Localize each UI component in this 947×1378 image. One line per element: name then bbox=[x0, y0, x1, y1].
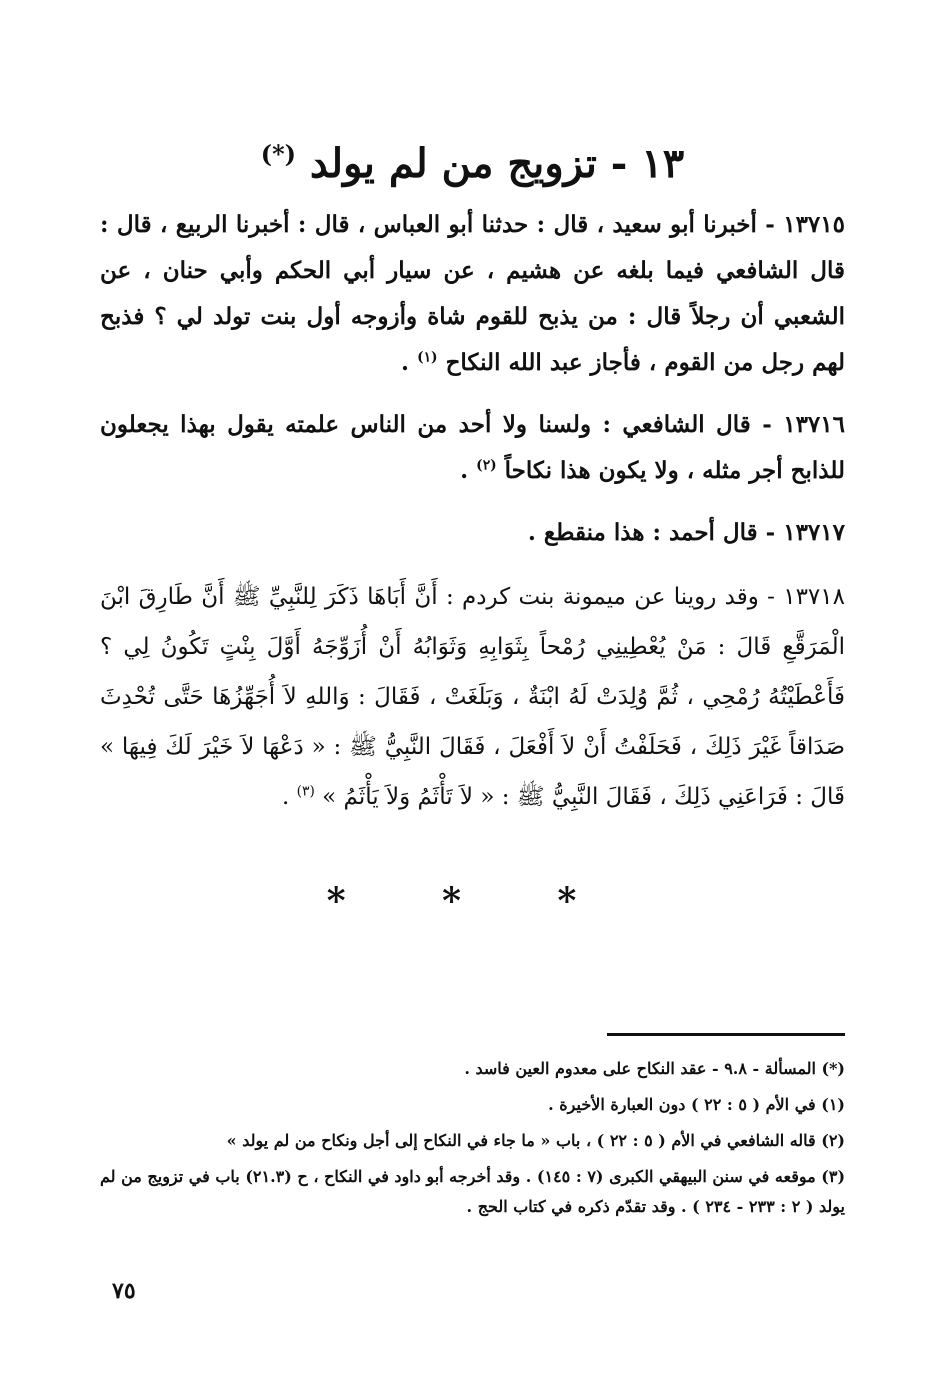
section-separator: * * * bbox=[326, 880, 619, 922]
footnote-ref-1: (١) bbox=[417, 349, 438, 366]
footnote-3: (٣) موقعه في سنن البيهقي الكبرى (٧ : ١٤٥) . وقد أخرجه أبو داود في النكاح ، ح (٢١.٣) باب في تزويج من لم يولد ( ٢ : ٢٣٣ - ٢٣٤ ) . وقد تقدّم ذكره في كتاب الحج . bbox=[100, 1167, 846, 1216]
chapter-title-note-marker: (*) bbox=[260, 139, 296, 169]
footnote-1: (١) في الأم ( ٥ : ٢٢ ) دون العبارة الأخيرة . bbox=[548, 1095, 845, 1114]
paragraph-end: . bbox=[401, 349, 418, 376]
footnote-2: (٢) قاله الشافعي في الأم ( ٥ : ٢٢ ) ، باب « ما جاء في النكاح إلى أجل ونكاح من لم يولد » bbox=[226, 1131, 845, 1150]
footnote-ref-3: (٣) bbox=[296, 783, 315, 800]
paragraph-end: . bbox=[460, 457, 477, 484]
footnote-star: (*) المسألة - ٩.٨ - عقد النكاح على معدوم العين فاسد . bbox=[464, 1059, 845, 1078]
footnote-ref-2: (٢) bbox=[476, 457, 497, 474]
paragraph-13718 bbox=[100, 572, 845, 822]
paragraph-text: ١٣٧١٥ - أخبرنا أبو سعيد ، قال : حدثنا أبو العباس ، قال : أخبرنا الربيع ، قال : قال الشافعي فيما بلغه عن هشيم ، عن سيار أبي الحكم وأبي حنان ، عن الشعبي أن رجلاً قال : من يذبح للقوم شاة وأزوجه أول بنت تولد لي ؟ فذبح لهم رجل من القوم ، فأجاز عبد الله النكاح bbox=[100, 211, 845, 376]
paragraph-13716 bbox=[100, 402, 845, 494]
paragraph-13715 bbox=[100, 202, 845, 386]
paragraph-13717 bbox=[100, 510, 845, 556]
chapter-title bbox=[100, 140, 845, 188]
footnotes-section bbox=[100, 1033, 845, 1228]
paragraph-text: ١٣٧١٧ - قال أحمد : هذا منقطع . bbox=[527, 519, 845, 546]
page-body bbox=[100, 140, 845, 922]
paragraph-end: . bbox=[282, 784, 297, 810]
footnote-divider bbox=[607, 1033, 845, 1036]
paragraph-text: ١٣٧١٦ - قال الشافعي : ولسنا ولا أحد من الناس علمته يقول بهذا يجعلون للذابح أجر مثله ، ولا يكون هذا نكاحاً bbox=[100, 411, 845, 484]
paragraph-text: ١٣٧١٨ - وقد روينا عن ميمونة بنت كردم : أَنَّ أَبَاهَا ذَكَرَ لِلنَّبِيِّ ﷺ أَنَّ طَارِقَ ابْنَ الْمَرَقَّعِ قَالَ : مَنْ يُعْطِينِي رُمْحاً بِثَوَابِهِ وَثَوَابُهُ أَنْ أُزَوِّجَهُ أَوَّلَ بِنْتٍ تَكُونُ لِي ؟ فَأَعْطَيْتُهُ رُمْحِي ، ثُمَّ وُلِدَتْ لَهُ ابْنَةٌ ، وَبَلَغَتْ ، فَقَالَ : وَاللهِ لاَ أُجَهِّزُهَا حَتَّى تُحْدِثَ صَدَاقاً غَيْرَ ذَلِكَ ، فَحَلَفْتُ أَنْ لاَ أَفْعَلَ ، فَقَالَ النَّبِيُّ ﷺ : « دَعْهَا لاَ خَيْرَ لَكَ فِيهَا » قَالَ : فَرَاعَنِي ذَلِكَ ، فَقَالَ النَّبِيُّ ﷺ : « لاَ تَأْثَمُ وَلاَ يَأْثَمُ » bbox=[100, 584, 845, 810]
page-number: ٧٥ bbox=[112, 1278, 136, 1304]
chapter-title-text: ١٣ - تزويج من لم يولد bbox=[309, 140, 685, 187]
